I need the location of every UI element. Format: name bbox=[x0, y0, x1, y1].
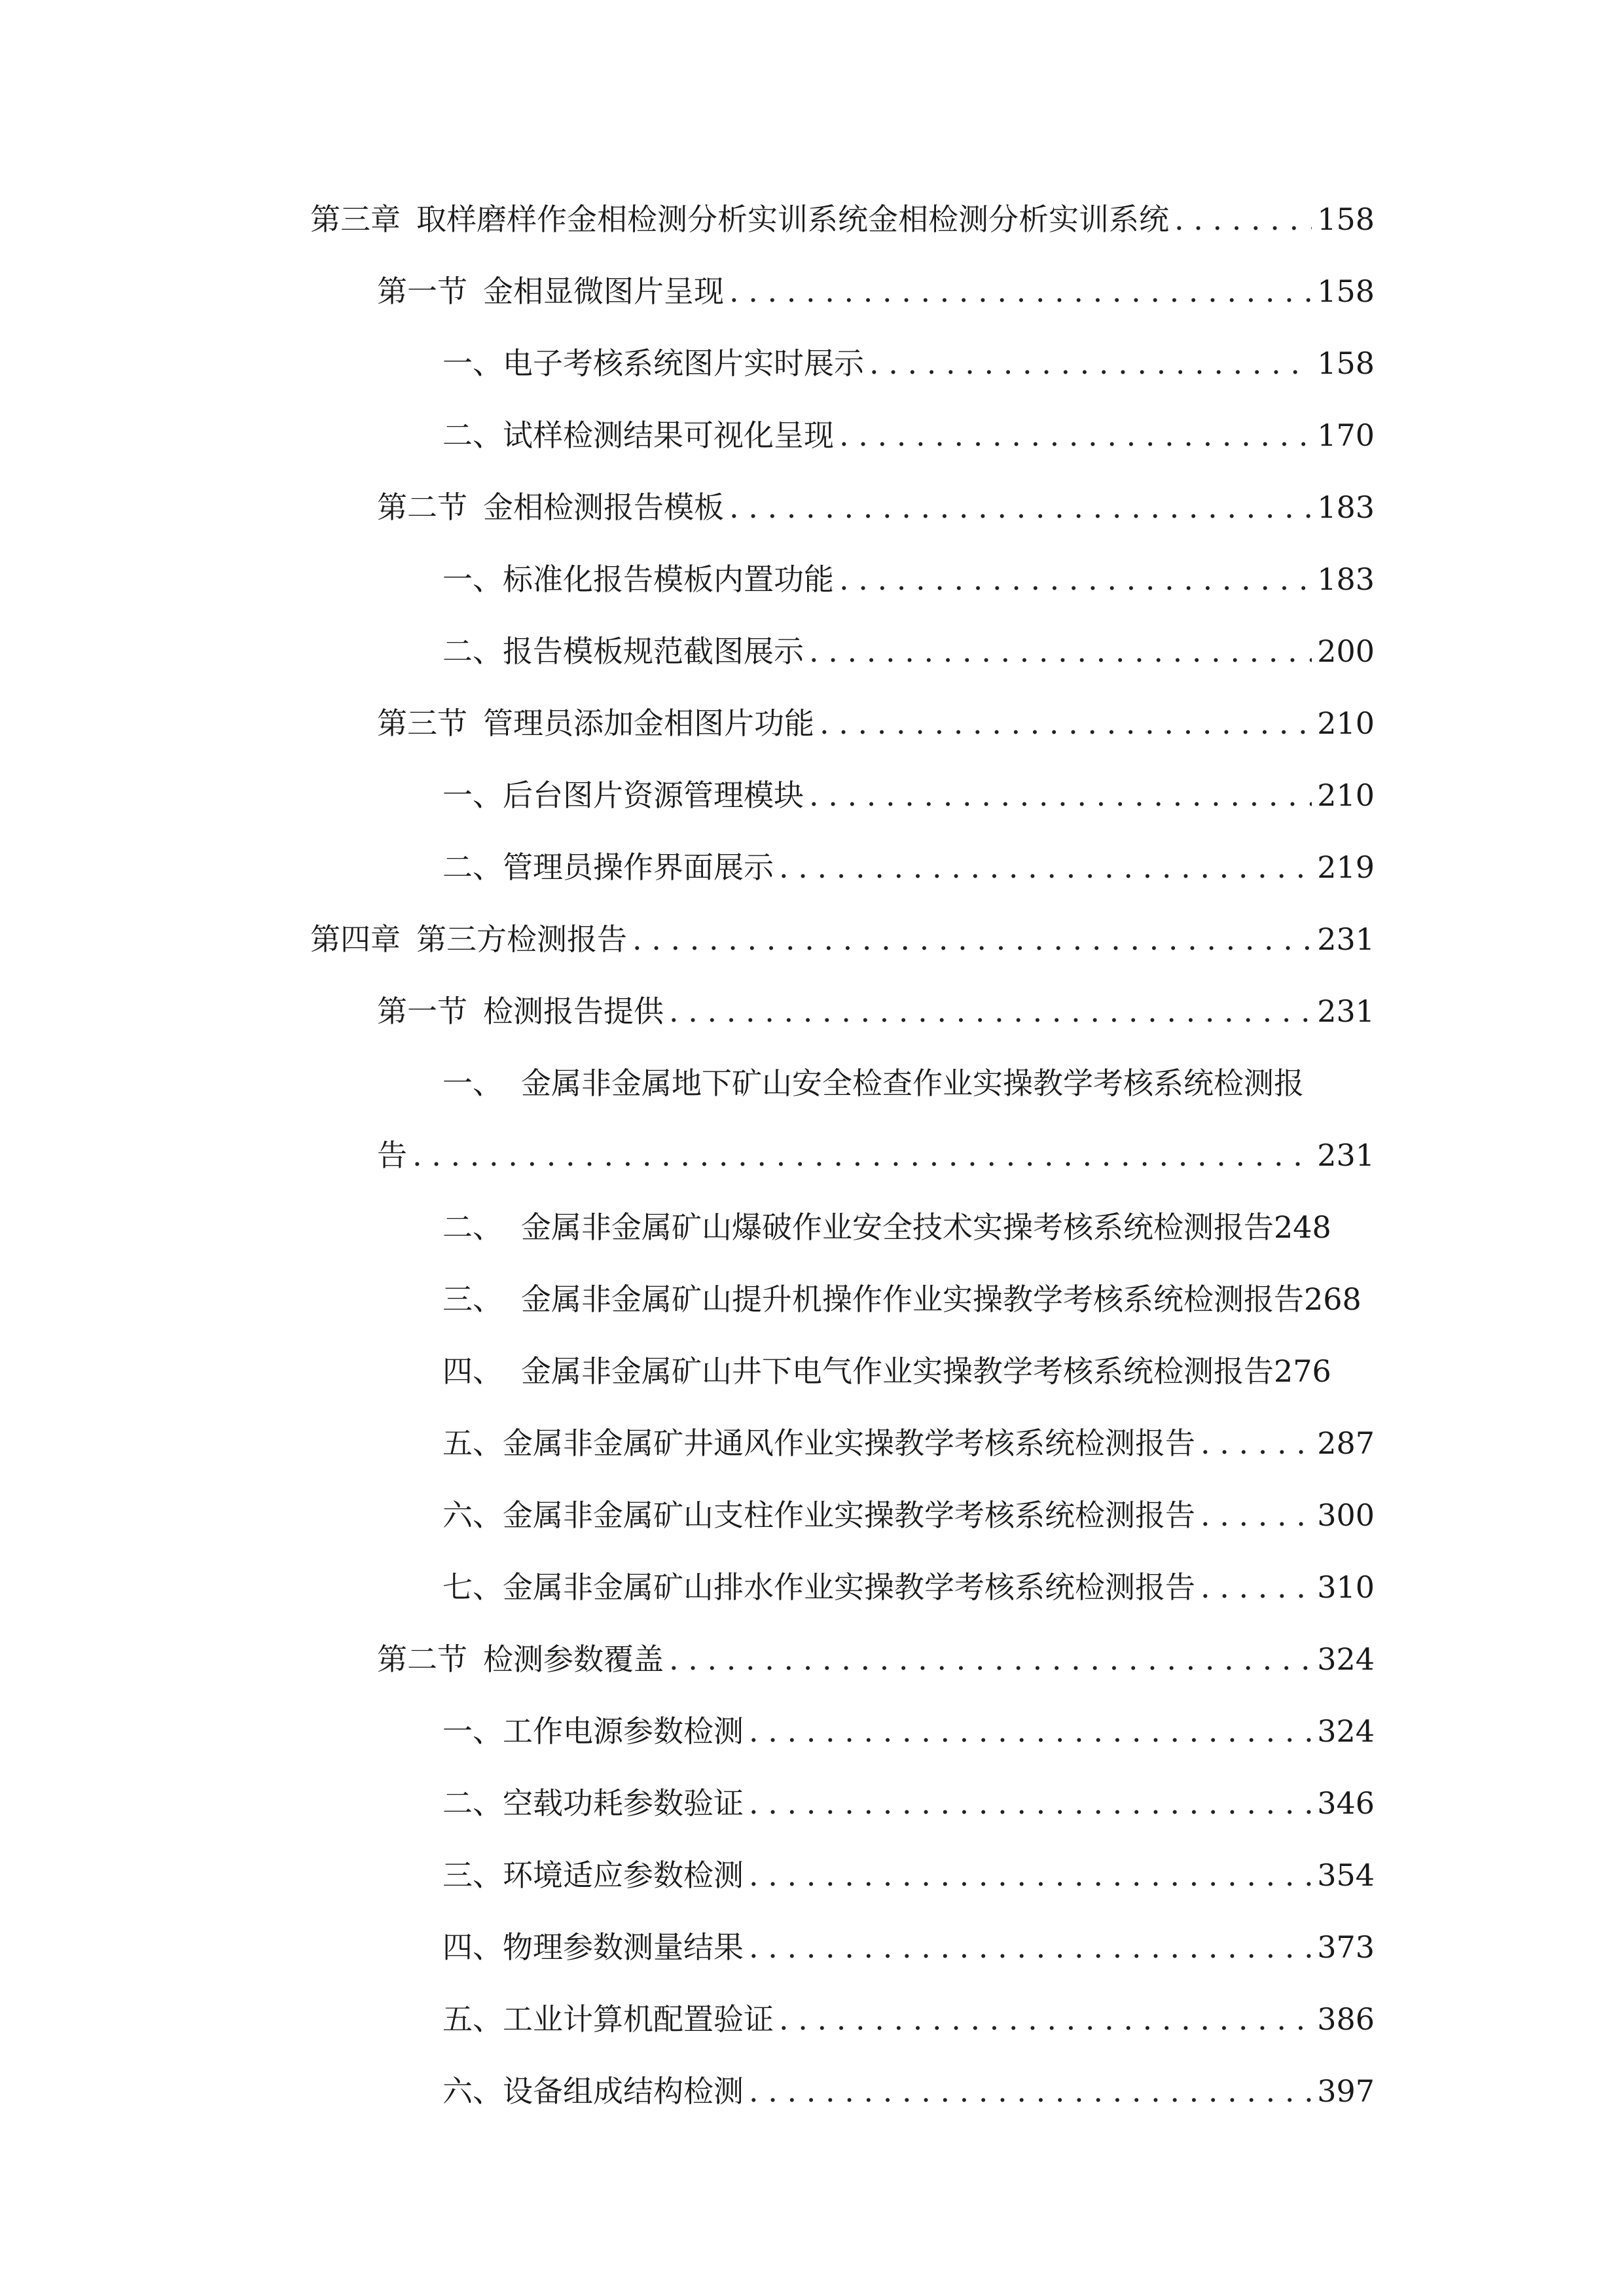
toc-title: 管理员操作界面展示 bbox=[503, 850, 774, 885]
toc-entry-subsection[interactable] bbox=[442, 615, 1375, 687]
toc-marker: 二、 bbox=[442, 1785, 503, 1821]
dot-leader bbox=[779, 831, 1312, 903]
toc-marker: 六、 bbox=[442, 1498, 503, 1533]
toc-title: 试样检测结果可视化呈现 bbox=[503, 418, 834, 453]
dot-leader bbox=[669, 975, 1312, 1047]
toc-marker: 一、 bbox=[442, 346, 503, 381]
dot-leader bbox=[669, 1623, 1312, 1695]
toc-entry-subsection[interactable] bbox=[442, 1695, 1375, 1767]
dot-leader bbox=[809, 759, 1312, 831]
toc-title: 电子考核系统图片实时展示 bbox=[503, 346, 864, 381]
toc-marker: 第四章 bbox=[310, 922, 401, 957]
toc-title: 金相检测报告模板 bbox=[483, 490, 724, 525]
toc-title: 金相显微图片呈现 bbox=[483, 274, 724, 309]
toc-entry-subsection[interactable] bbox=[442, 831, 1375, 903]
toc-entry-chapter-4[interactable] bbox=[310, 903, 1375, 975]
toc-title: 环境适应参数检测 bbox=[503, 1857, 744, 1893]
toc-title-continuation: 告 bbox=[377, 1138, 407, 1173]
toc-title: 工业计算机配置验证 bbox=[503, 2001, 774, 2037]
toc-page-number: 183 bbox=[1317, 562, 1375, 597]
toc-entry-section[interactable] bbox=[377, 1623, 1375, 1695]
toc-entry-section[interactable] bbox=[377, 687, 1375, 759]
toc-title: 工作电源参数检测 bbox=[503, 1713, 744, 1749]
toc-page-number: 354 bbox=[1317, 1857, 1375, 1893]
toc-title: 检测报告提供 bbox=[483, 994, 664, 1029]
dot-leader bbox=[820, 687, 1312, 759]
toc-entry-subsection[interactable] bbox=[442, 1983, 1375, 2055]
toc-entry-subsection[interactable] bbox=[442, 1335, 1424, 1407]
toc-page-number: 231 bbox=[1317, 1138, 1375, 1173]
dot-leader bbox=[749, 1767, 1312, 1839]
dot-leader bbox=[779, 1983, 1312, 2055]
toc-marker: 第二节 bbox=[377, 490, 467, 525]
toc-page-number: 210 bbox=[1317, 706, 1375, 741]
toc-title: 金属非金属矿山提升机操作作业实操教学考核系统检测报告 bbox=[521, 1282, 1304, 1317]
dot-leader bbox=[749, 1911, 1312, 1983]
toc-title: 金属非金属矿山支柱作业实操教学考核系统检测报告 bbox=[503, 1498, 1195, 1533]
toc-page-number: 310 bbox=[1317, 1570, 1375, 1605]
toc-entry-subsection-wrapped[interactable] bbox=[442, 1047, 1424, 1119]
toc-title: 第三方检测报告 bbox=[416, 922, 627, 957]
toc-marker: 二、 bbox=[442, 1210, 503, 1245]
dot-leader bbox=[749, 1839, 1312, 1911]
toc-marker: 五、 bbox=[442, 1426, 503, 1461]
toc-marker: 三、 bbox=[442, 1282, 503, 1317]
toc-entry-subsection[interactable] bbox=[442, 543, 1375, 615]
dot-leader bbox=[1200, 1551, 1312, 1623]
toc-page-number: 210 bbox=[1317, 778, 1375, 813]
dot-leader bbox=[729, 255, 1312, 327]
toc-page-number: 276 bbox=[1274, 1354, 1331, 1389]
toc-entry-subsection[interactable] bbox=[442, 1191, 1424, 1263]
toc-entry-continuation[interactable] bbox=[377, 1119, 1375, 1191]
toc-marker: 一、 bbox=[442, 778, 503, 813]
dot-leader bbox=[729, 471, 1312, 543]
dot-leader bbox=[839, 543, 1312, 615]
toc-title: 金属非金属地下矿山安全检查作业实操教学考核系统检测报 bbox=[521, 1066, 1304, 1101]
dot-leader bbox=[869, 327, 1312, 399]
toc-marker: 七、 bbox=[442, 1570, 503, 1605]
toc-entry-subsection[interactable] bbox=[442, 2055, 1375, 2127]
toc-title: 报告模板规范截图展示 bbox=[503, 634, 804, 669]
toc-marker: 第三章 bbox=[310, 202, 401, 237]
toc-marker: 一、 bbox=[442, 562, 503, 597]
toc-marker: 二、 bbox=[442, 850, 503, 885]
toc-page-number: 268 bbox=[1304, 1282, 1362, 1317]
toc-marker: 五、 bbox=[442, 2001, 503, 2037]
toc-entry-section[interactable] bbox=[377, 471, 1375, 543]
toc-title: 标准化报告模板内置功能 bbox=[503, 562, 834, 597]
toc-page-number: 324 bbox=[1317, 1641, 1375, 1677]
toc-page-number: 231 bbox=[1317, 922, 1375, 957]
toc-marker: 第二节 bbox=[377, 1641, 467, 1677]
toc-page-number: 386 bbox=[1317, 2001, 1375, 2037]
dot-leader bbox=[809, 615, 1312, 687]
toc-title: 金属非金属矿山井下电气作业实操教学考核系统检测报告 bbox=[521, 1354, 1274, 1389]
toc-entry-subsection[interactable] bbox=[442, 399, 1375, 471]
toc-entry-subsection[interactable] bbox=[442, 1911, 1375, 1983]
toc-page-number: 231 bbox=[1317, 994, 1375, 1029]
toc-entry-subsection[interactable] bbox=[442, 1479, 1375, 1551]
toc-marker: 二、 bbox=[442, 634, 503, 669]
toc-entry-subsection[interactable] bbox=[442, 1263, 1424, 1335]
toc-marker: 一、 bbox=[442, 1713, 503, 1749]
toc-page-number: 324 bbox=[1317, 1713, 1375, 1749]
toc-page-number: 300 bbox=[1317, 1498, 1375, 1533]
toc-title: 后台图片资源管理模块 bbox=[503, 778, 804, 813]
dot-leader bbox=[632, 903, 1312, 975]
toc-page-number: 158 bbox=[1317, 346, 1375, 381]
toc-title: 检测参数覆盖 bbox=[483, 1641, 664, 1677]
toc-marker: 三、 bbox=[442, 1857, 503, 1893]
toc-marker: 第三节 bbox=[377, 706, 467, 741]
toc-page-number: 183 bbox=[1317, 490, 1375, 525]
toc-page-number: 200 bbox=[1317, 634, 1375, 669]
dot-leader bbox=[1200, 1479, 1312, 1551]
dot-leader bbox=[412, 1119, 1312, 1191]
toc-title: 管理员添加金相图片功能 bbox=[483, 706, 814, 741]
toc-entry-chapter-3[interactable] bbox=[310, 183, 1375, 255]
toc-entry-subsection[interactable] bbox=[442, 759, 1375, 831]
dot-leader bbox=[839, 399, 1312, 471]
dot-leader bbox=[1200, 1407, 1312, 1479]
toc-title: 金属非金属矿井通风作业实操教学考核系统检测报告 bbox=[503, 1426, 1195, 1461]
dot-leader bbox=[1174, 183, 1312, 255]
toc-title: 取样磨样作金相检测分析实训系统金相检测分析实训系统 bbox=[416, 202, 1169, 237]
toc-entry-subsection[interactable] bbox=[442, 1407, 1375, 1479]
toc-entry-section[interactable] bbox=[377, 975, 1375, 1047]
toc-page-number: 170 bbox=[1317, 418, 1375, 453]
toc-marker: 二、 bbox=[442, 418, 503, 453]
toc-title: 物理参数测量结果 bbox=[503, 1929, 744, 1965]
toc-page-number: 158 bbox=[1317, 274, 1375, 309]
toc-entry-section[interactable] bbox=[377, 255, 1375, 327]
dot-leader bbox=[749, 2055, 1312, 2127]
toc-page-number: 219 bbox=[1317, 850, 1375, 885]
toc-entry-subsection[interactable] bbox=[442, 1551, 1375, 1623]
dot-leader bbox=[749, 1695, 1312, 1767]
toc-entry-subsection[interactable] bbox=[442, 1839, 1375, 1911]
toc-marker: 六、 bbox=[442, 2073, 503, 2109]
toc-page-number: 248 bbox=[1274, 1210, 1331, 1245]
toc-title: 空载功耗参数验证 bbox=[503, 1785, 744, 1821]
toc-page-number: 346 bbox=[1317, 1785, 1375, 1821]
toc-entry-subsection[interactable] bbox=[442, 1767, 1375, 1839]
toc-title: 设备组成结构检测 bbox=[503, 2073, 744, 2109]
toc-title: 金属非金属矿山爆破作业安全技术实操考核系统检测报告 bbox=[521, 1210, 1274, 1245]
toc-marker: 四、 bbox=[442, 1929, 503, 1965]
toc-page-number: 287 bbox=[1317, 1426, 1375, 1461]
toc-marker: 第一节 bbox=[377, 274, 467, 309]
toc-marker: 一、 bbox=[442, 1066, 503, 1101]
toc-entry-subsection[interactable] bbox=[442, 327, 1375, 399]
toc-page-number: 158 bbox=[1317, 202, 1375, 237]
toc-marker: 第一节 bbox=[377, 994, 467, 1029]
toc-title: 金属非金属矿山排水作业实操教学考核系统检测报告 bbox=[503, 1570, 1195, 1605]
toc-page-number: 373 bbox=[1317, 1929, 1375, 1965]
toc-marker: 四、 bbox=[442, 1354, 503, 1389]
toc-page-number: 397 bbox=[1317, 2073, 1375, 2109]
